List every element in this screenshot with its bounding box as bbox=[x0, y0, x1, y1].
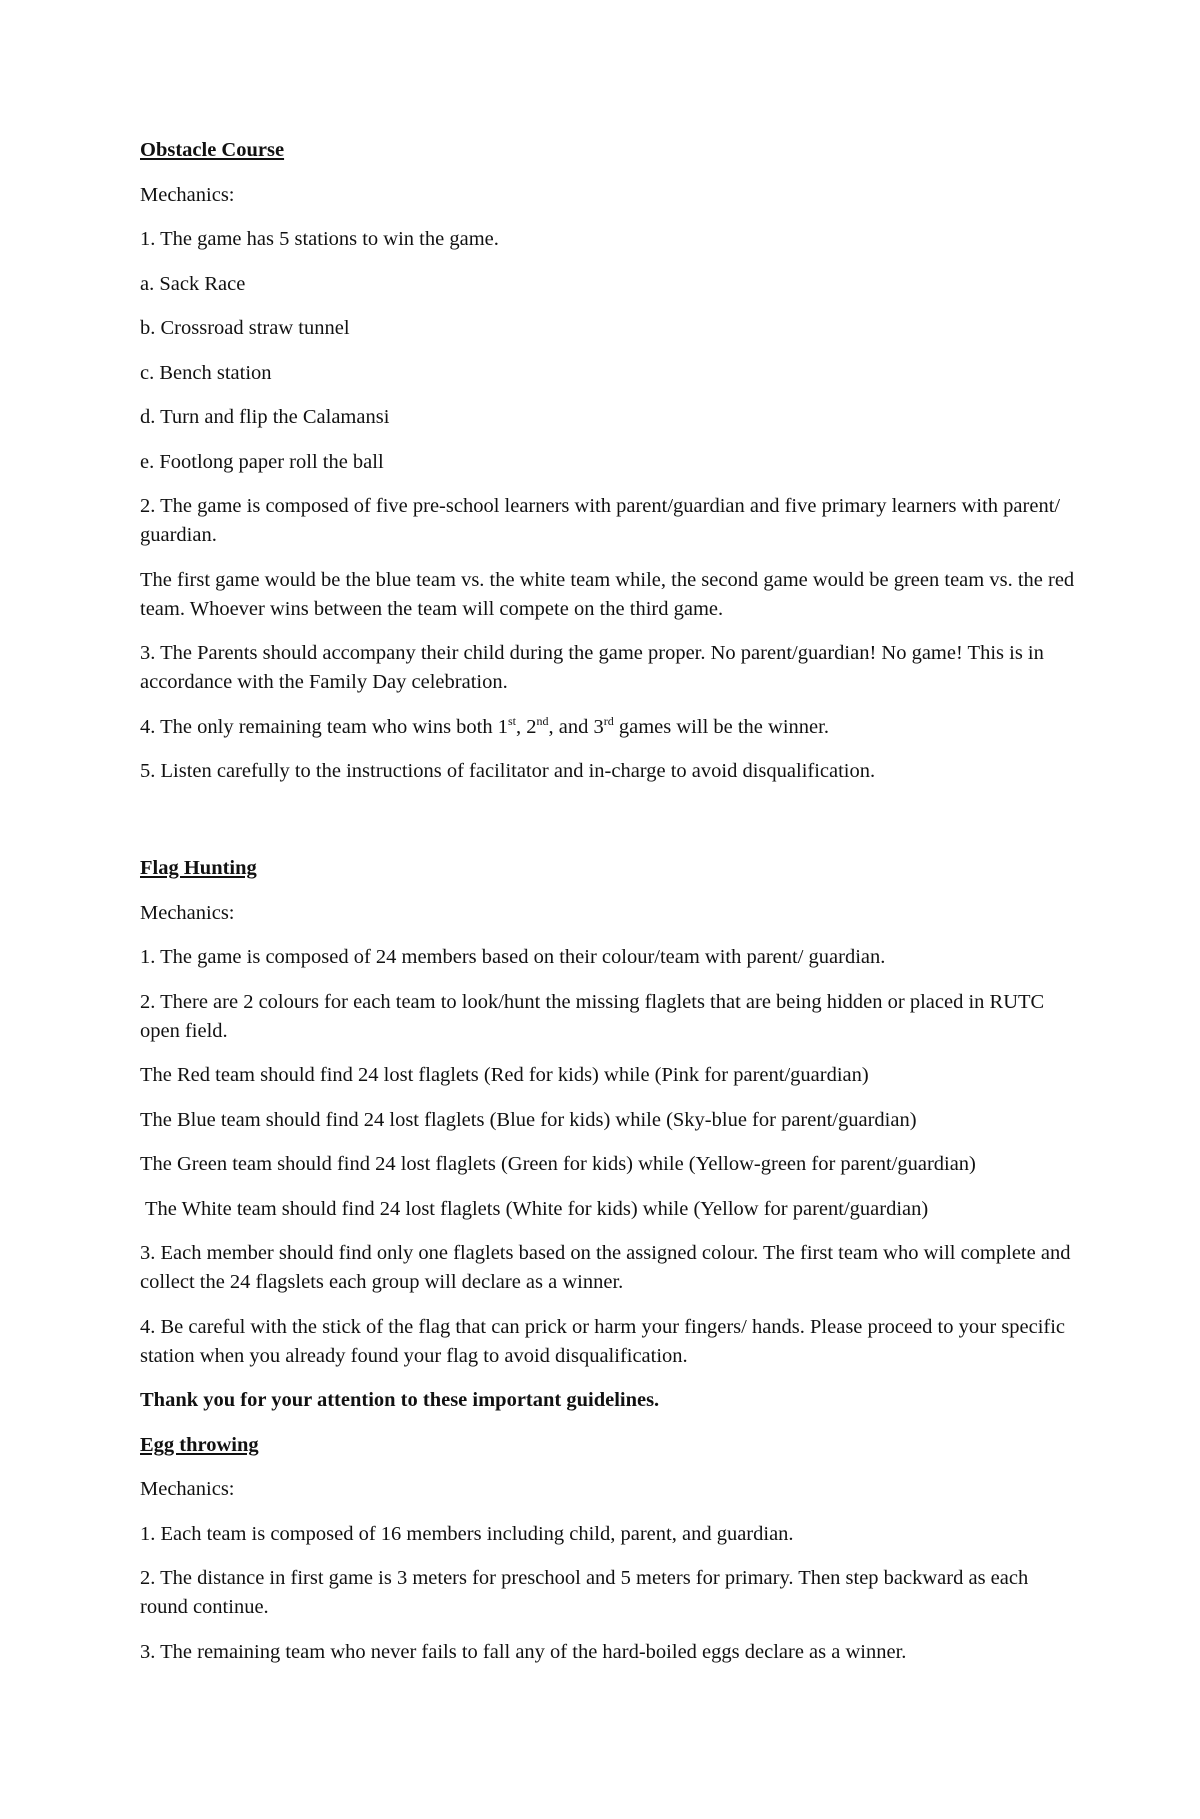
obstacle-item-4 bbox=[140, 713, 1080, 742]
egg-mechanics-label: Mechanics: bbox=[140, 1478, 235, 1500]
egg-item-1: 1. Each team is composed of 16 members including child, parent, and guardian. bbox=[140, 1522, 794, 1545]
flag-item-2: 2. There are 2 colours for each team to look/hunt the missing flaglets that are being hidden or placed in RUTC open field. bbox=[140, 990, 1045, 1042]
obstacle-station-d: d. Turn and flip the Calamansi bbox=[140, 406, 390, 428]
flag-blue-team: The Blue team should find 24 lost flaglets (Blue for kids) while (Sky-blue for parent/guardian) bbox=[140, 1108, 917, 1131]
obstacle-item-4-mid1: , 2 bbox=[516, 715, 537, 738]
obstacle-item-5: 5. Listen carefully to the instructions of facilitator and in-charge to avoid disqualification. bbox=[140, 760, 876, 782]
obstacle-station-c: c. Bench station bbox=[140, 361, 272, 384]
obstacle-mechanics-label: Mechanics: bbox=[140, 183, 235, 206]
obstacle-item-2-detail: The first game would be the blue team vs. the white team while, the second game would be green team vs. the red team. Whoever wins between the team will compete on the third game. bbox=[140, 568, 1075, 620]
obstacle-item-2: 2. The game is composed of five pre-school learners with parent/guardian and five primary learners with parent/ guardian. bbox=[140, 495, 1061, 546]
obstacle-item-1: 1. The game has 5 stations to win the game. bbox=[140, 228, 499, 250]
obstacle-item-4-pre: 4. The only remaining team who wins both 1 bbox=[140, 715, 508, 738]
ordinal-third: rd bbox=[603, 713, 614, 728]
obstacle-item-4-mid2: , and 3 bbox=[548, 715, 604, 738]
egg-item-3: 3. The remaining team who never fails to fall any of the hard-boiled eggs declare as a winner. bbox=[140, 1640, 907, 1663]
obstacle-station-e: e. Footlong paper roll the ball bbox=[140, 450, 384, 473]
obstacle-item-4-post: games will be the winner. bbox=[613, 715, 829, 738]
ordinal-second: nd bbox=[536, 713, 549, 728]
document-page bbox=[140, 136, 1080, 1682]
flag-item-3: 3. Each member should find only one flaglets based on the assigned colour. The first team who will complete and collect the 24 flagslets each group will declare as a winner. bbox=[140, 1242, 1071, 1293]
flag-mechanics-label: Mechanics: bbox=[140, 901, 235, 924]
obstacle-item-3: 3. The Parents should accompany their child during the game proper. No parent/guardian! No game! This is in accordance with the Family Day celebration. bbox=[140, 642, 1044, 693]
egg-throwing-heading: Egg throwing bbox=[140, 1433, 259, 1456]
ordinal-first: st bbox=[508, 713, 517, 728]
obstacle-station-b: b. Crossroad straw tunnel bbox=[140, 317, 350, 339]
flag-red-team: The Red team should find 24 lost flaglets (Red for kids) while (Pink for parent/guardian) bbox=[140, 1064, 869, 1086]
flag-green-team: The Green team should find 24 lost flaglets (Green for kids) while (Yellow-green for parent/guardian) bbox=[140, 1153, 976, 1175]
flag-white-team: The White team should find 24 lost flaglets (White for kids) while (Yellow for parent/guardian) bbox=[145, 1197, 929, 1220]
flag-hunting-heading: Flag Hunting bbox=[140, 857, 257, 879]
egg-item-2: 2. The distance in first game is 3 meters for preschool and 5 meters for primary. Then step backward as each round continue. bbox=[140, 1567, 1029, 1618]
obstacle-course-heading: Obstacle Course bbox=[140, 139, 285, 161]
flag-item-1: 1. The game is composed of 24 members based on their colour/team with parent/ guardian. bbox=[140, 946, 886, 968]
thank-you-note: Thank you for your attention to these important guidelines. bbox=[140, 1389, 660, 1411]
obstacle-station-a: a. Sack Race bbox=[140, 272, 246, 295]
flag-item-4: 4. Be careful with the stick of the flag that can prick or harm your fingers/ hands. Please proceed to your specific station when you already found your flag to avoid disqualification. bbox=[140, 1315, 1066, 1367]
